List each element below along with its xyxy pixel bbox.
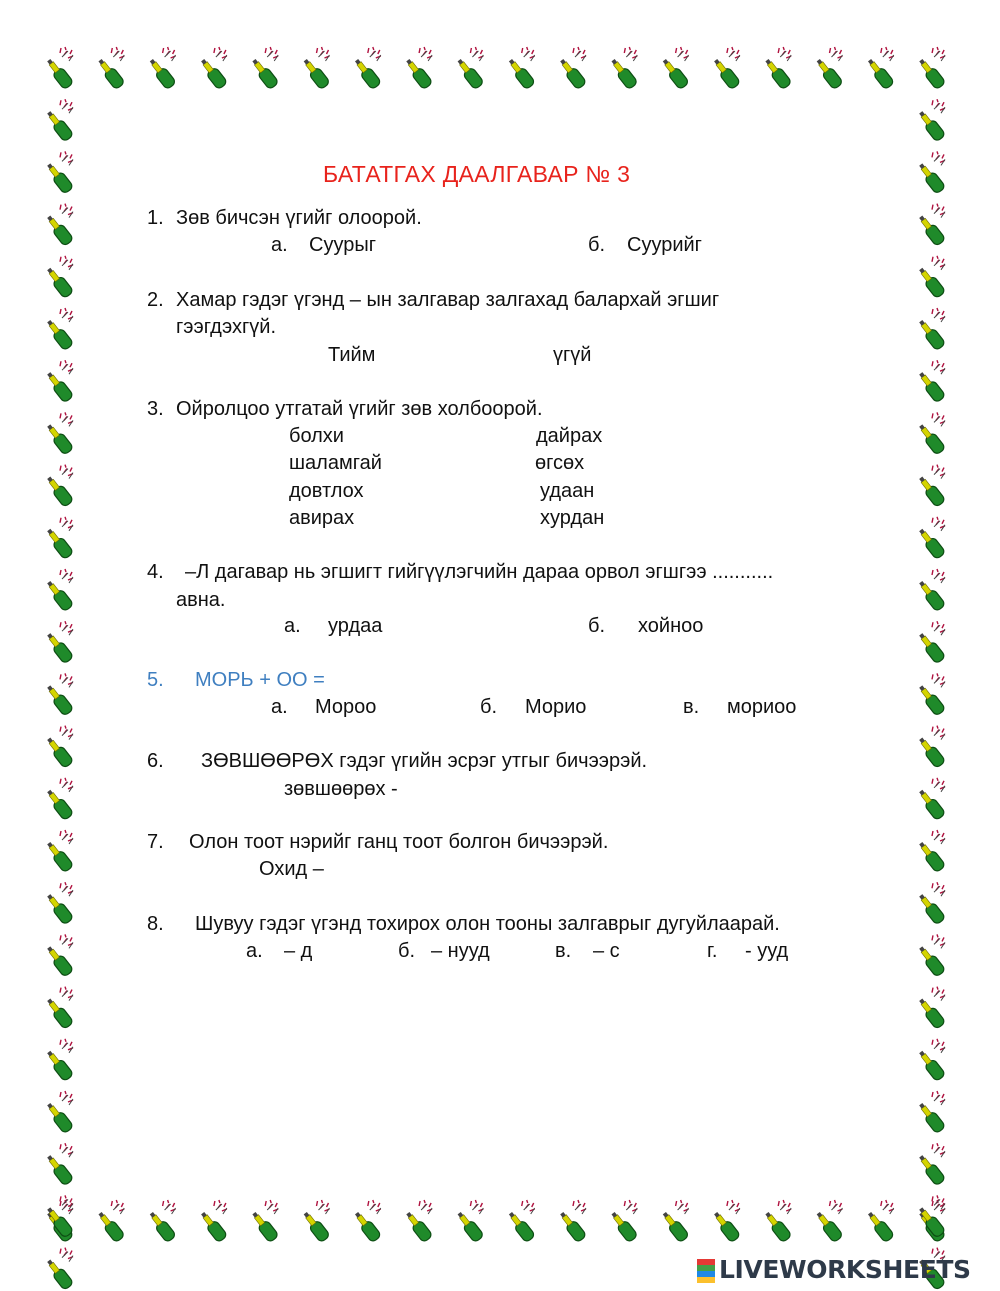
champagne-bottle-icon xyxy=(916,987,946,1030)
champagne-bottle-icon xyxy=(916,569,946,612)
page-title: БАТАТГАХ ДААЛГАВАР № 3 xyxy=(323,161,631,187)
champagne-bottle-icon xyxy=(44,673,74,716)
champagne-bottle-icon xyxy=(711,1200,741,1243)
champagne-bottle-icon xyxy=(44,47,74,90)
champagne-bottle-icon xyxy=(44,987,74,1030)
champagne-bottle-icon xyxy=(249,47,279,90)
champagne-bottle-icon xyxy=(454,47,484,90)
champagne-bottle-icon xyxy=(916,778,946,821)
q5-option-b-label: б. xyxy=(480,696,498,718)
champagne-bottle-icon xyxy=(147,47,177,90)
question-5-text: МОРЬ + ОО = xyxy=(195,669,325,691)
question-1-number: 1. xyxy=(147,207,164,229)
q1-option-a[interactable]: Суурыг xyxy=(309,234,377,256)
champagne-bottle-icon xyxy=(44,1039,74,1082)
question-1-text: Зөв бичсэн үгийг олоорой. xyxy=(176,207,422,229)
champagne-bottle-icon xyxy=(916,465,946,508)
q8-option-d-label: г. xyxy=(707,940,718,962)
champagne-bottle-icon xyxy=(916,882,946,925)
q4-option-a[interactable]: урдаа xyxy=(328,615,383,637)
question-5-number: 5. xyxy=(147,669,164,691)
q6-answer-prompt[interactable]: зөвшөөрөх - xyxy=(284,778,398,800)
champagne-bottle-icon xyxy=(44,517,74,560)
question-3-text: Ойролцоо утгатай үгийг зөв холбоорой. xyxy=(176,398,543,420)
q8-option-a-label: а. xyxy=(246,940,263,962)
q8-option-a[interactable]: – д xyxy=(284,940,313,962)
champagne-bottle-icon xyxy=(44,151,74,194)
q4-option-b[interactable]: хойноо xyxy=(638,615,704,637)
champagne-bottle-icon xyxy=(506,47,536,90)
champagne-bottle-icon xyxy=(916,621,946,664)
q3-left-word[interactable]: шаламгай xyxy=(289,452,382,474)
q7-answer-prompt[interactable]: Охид – xyxy=(259,858,324,880)
question-7-text: Олон тоот нэрийг ганц тоот болгон бичээрэй. xyxy=(189,831,609,853)
champagne-bottle-icon xyxy=(916,308,946,351)
q5-option-c-label: в. xyxy=(683,696,700,718)
champagne-bottle-icon xyxy=(865,47,895,90)
q3-left-word[interactable]: болхи xyxy=(289,425,344,447)
q3-right-word[interactable]: өгсөх xyxy=(535,452,585,474)
question-8-text: Шувуу гэдэг үгэнд тохирох олон тооны залгаврыг дугуйлаарай. xyxy=(195,913,780,935)
champagne-bottle-icon xyxy=(352,47,382,90)
champagne-bottle-icon xyxy=(865,1200,895,1243)
champagne-bottle-icon xyxy=(916,517,946,560)
champagne-bottle-icon xyxy=(44,1195,74,1238)
champagne-bottle-icon xyxy=(814,1200,844,1243)
champagne-bottle-icon xyxy=(916,412,946,455)
champagne-bottle-icon xyxy=(301,1200,331,1243)
question-2-text-line2: гээгдэхгүй. xyxy=(176,316,276,338)
champagne-bottle-icon xyxy=(916,47,946,90)
champagne-bottle-icon xyxy=(44,360,74,403)
champagne-bottle-icon xyxy=(454,1200,484,1243)
liveworksheets-logo-text: LIVEWORKSHEETS xyxy=(719,1255,971,1284)
champagne-bottle-icon xyxy=(44,830,74,873)
q8-option-d[interactable]: - ууд xyxy=(745,940,789,962)
question-7-number: 7. xyxy=(147,831,164,853)
champagne-bottle-icon xyxy=(916,1195,946,1238)
champagne-bottle-icon xyxy=(814,47,844,90)
champagne-bottle-icon xyxy=(660,47,690,90)
champagne-bottle-icon xyxy=(44,1091,74,1134)
champagne-bottle-icon xyxy=(44,465,74,508)
champagne-bottle-icon xyxy=(506,1200,536,1243)
q3-right-word[interactable]: хурдан xyxy=(540,507,605,529)
q5-option-a-label: а. xyxy=(271,696,288,718)
champagne-bottle-icon xyxy=(249,1200,279,1243)
q3-right-word[interactable]: удаан xyxy=(540,480,595,502)
champagne-bottle-icon xyxy=(95,47,125,90)
champagne-bottle-icon xyxy=(557,1200,587,1243)
champagne-bottle-icon xyxy=(557,47,587,90)
question-4-number: 4. xyxy=(147,561,164,583)
q1-option-b[interactable]: Суурийг xyxy=(627,234,702,256)
champagne-bottle-icon xyxy=(44,778,74,821)
champagne-bottle-icon xyxy=(95,1200,125,1243)
q5-option-b[interactable]: Морио xyxy=(525,696,587,718)
q1-option-a-label: а. xyxy=(271,234,288,256)
q8-option-b[interactable]: – нууд xyxy=(431,940,490,962)
champagne-bottle-icon xyxy=(352,1200,382,1243)
champagne-bottle-icon xyxy=(301,47,331,90)
q3-right-word[interactable]: дайрах xyxy=(536,425,603,447)
q8-option-c[interactable]: – с xyxy=(593,940,620,962)
liveworksheets-badge-icon xyxy=(697,1259,715,1283)
q4-option-b-label: б. xyxy=(588,615,606,637)
champagne-bottle-icon xyxy=(44,569,74,612)
champagne-bottle-icon xyxy=(916,673,946,716)
champagne-bottle-icon xyxy=(44,308,74,351)
champagne-bottle-icon xyxy=(44,934,74,977)
liveworksheets-logo xyxy=(697,1255,997,1285)
question-3-number: 3. xyxy=(147,398,164,420)
champagne-bottle-icon xyxy=(44,1143,74,1186)
question-8-number: 8. xyxy=(147,913,164,935)
q8-option-b-label: б. xyxy=(398,940,416,962)
champagne-bottle-icon xyxy=(916,204,946,247)
champagne-bottle-icon xyxy=(44,621,74,664)
champagne-bottle-icon xyxy=(711,47,741,90)
q4-option-a-label: а. xyxy=(284,615,301,637)
q2-option-no[interactable]: үгүй xyxy=(553,344,592,366)
champagne-bottle-icon xyxy=(44,882,74,925)
champagne-bottle-icon xyxy=(916,1091,946,1134)
champagne-bottle-icon xyxy=(198,47,228,90)
champagne-bottle-icon xyxy=(44,204,74,247)
question-4-text-line1: –Л дагавар нь эгшигт гийгүүлэгчийн дараа орвол эгшгээ ........... xyxy=(185,561,774,583)
champagne-bottle-icon xyxy=(147,1200,177,1243)
champagne-bottle-icon xyxy=(916,256,946,299)
q1-option-b-label: б. xyxy=(588,234,606,256)
champagne-bottle-icon xyxy=(916,1143,946,1186)
question-6-number: 6. xyxy=(147,750,164,772)
champagne-bottle-icon xyxy=(198,1200,228,1243)
champagne-bottle-icon xyxy=(44,412,74,455)
champagne-bottle-icon xyxy=(403,1200,433,1243)
question-6-text: ЗӨВШӨӨРӨХ гэдэг үгийн эсрэг утгыг бичээрэй. xyxy=(201,750,648,772)
champagne-bottle-icon xyxy=(916,830,946,873)
champagne-bottle-icon xyxy=(916,726,946,769)
q2-option-yes[interactable]: Тийм xyxy=(328,344,376,366)
champagne-bottle-icon xyxy=(916,151,946,194)
champagne-bottle-icon xyxy=(44,99,74,142)
champagne-bottle-icon xyxy=(403,47,433,90)
question-2-text-line1: Хамар гэдэг үгэнд – ын залгавар залгахад балархай эгшиг xyxy=(176,289,720,311)
q5-option-a[interactable]: Мороо xyxy=(315,696,377,718)
champagne-bottle-icon xyxy=(916,360,946,403)
champagne-bottle-icon xyxy=(762,1200,792,1243)
question-4-text-line2: авна. xyxy=(176,589,226,611)
question-2-number: 2. xyxy=(147,289,164,311)
champagne-bottle-icon xyxy=(608,47,638,90)
champagne-bottle-icon xyxy=(608,1200,638,1243)
q8-option-c-label: в. xyxy=(555,940,572,962)
champagne-bottle-icon xyxy=(916,99,946,142)
champagne-bottle-icon xyxy=(44,256,74,299)
q5-option-c[interactable]: мориоо xyxy=(727,696,797,718)
champagne-bottle-icon xyxy=(916,934,946,977)
champagne-bottle-icon xyxy=(660,1200,690,1243)
champagne-bottle-icon xyxy=(762,47,792,90)
champagne-bottle-icon xyxy=(916,1039,946,1082)
champagne-bottle-icon xyxy=(44,1248,74,1291)
q3-left-word[interactable]: довтлох xyxy=(289,480,364,502)
champagne-bottle-icon xyxy=(44,726,74,769)
q3-left-word[interactable]: авирах xyxy=(289,507,355,529)
